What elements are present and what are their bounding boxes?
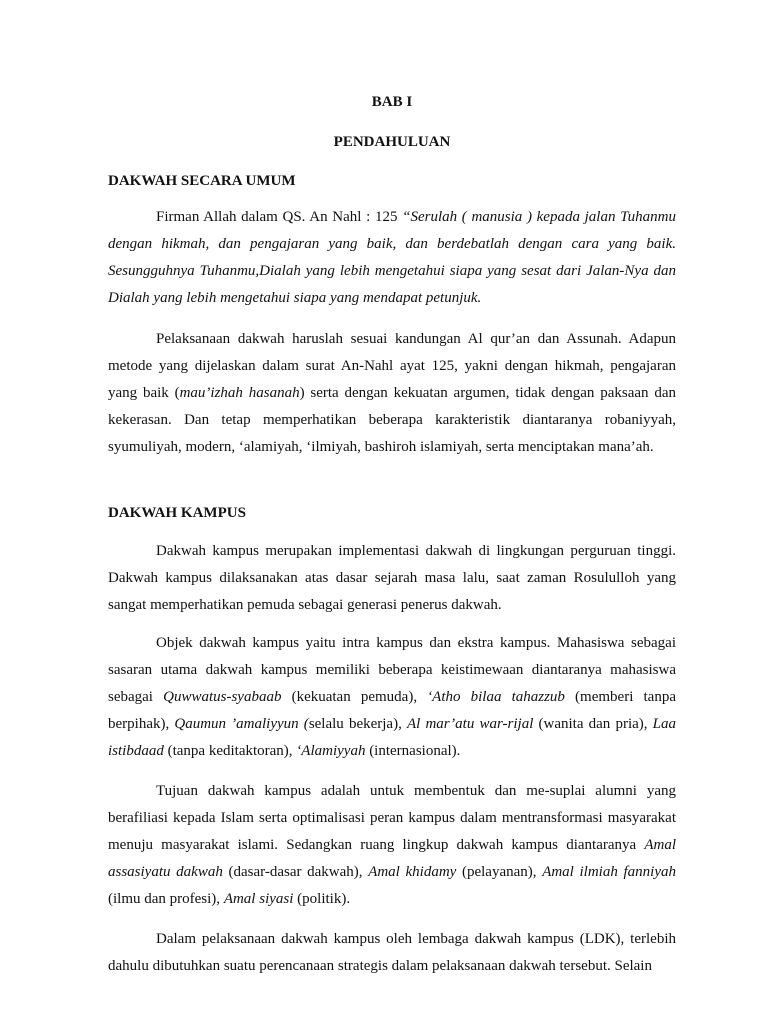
section-heading-dakwah-kampus: DAKWAH KAMPUS (108, 505, 246, 521)
italic-term: Qaumun ’amaliyyun ( (174, 716, 309, 732)
paragraph-text: (dasar-dasar dakwah), (222, 864, 369, 880)
paragraph-objek-dakwah (108, 630, 676, 765)
paragraph-text: (kekuatan pemuda), (281, 689, 428, 705)
quran-quote: “Serulah ( manusia ) kepada jalan Tuhanmu dengan hikmah, dan pengajaran yang baik, dan berdebatlah dengan cara yang baik. Sesungguhnya Tuhanmu,Dialah yang lebih mengetahui siapa yang sesat dari Jalan-Nya dan Dialah yang lebih mengetahui siapa yang mendapat petunjuk. (108, 209, 676, 306)
paragraph-text: Tujuan dakwah kampus adalah untuk membentuk dan me-suplai alumni yang berafiliasi kepada Islam serta optimalisasi peran kampus dalam mentransformasi masyarakat menuju masyarakat islami. Sedangkan ruang lingkup dakwah kampus diantaranya (108, 783, 676, 853)
paragraph-text: (wanita dan pria), (533, 716, 653, 732)
paragraph-dakwah-kampus (108, 538, 676, 619)
paragraph-text: (internasional). (365, 743, 461, 759)
paragraph-text: Dakwah kampus merupakan implementasi dakwah di lingkungan perguruan tinggi. Dakwah kampus dilaksanakan atas dasar sejarah masa lalu, saat zaman Rosululloh yang sangat memperhatikan pemuda sebagai generasi penerus dakwah. (108, 543, 676, 613)
paragraph-text: (tanpa keditaktoran), (163, 743, 297, 759)
section-heading-dakwah-umum: DAKWAH SECARA UMUM (108, 173, 296, 189)
paragraph-pelaksanaan (108, 326, 676, 461)
italic-term: mau’izhah hasanah (179, 385, 300, 401)
paragraph-text: selalu bekerja), (308, 716, 407, 732)
italic-term: Amal ilmiah fanniyah (542, 864, 676, 880)
paragraph-tujuan-dakwah (108, 778, 676, 913)
paragraph-text: (pelayanan), (456, 864, 543, 880)
italic-term: Amal khidamy (368, 864, 457, 880)
italic-term: Quwwatus-syabaab (163, 689, 282, 705)
paragraph-pelaksanaan-ldk (108, 926, 676, 980)
paragraph-text: Objek dakwah kampus yaitu intra kampus dan ekstra kampus. Mahasiswa sebagai sasaran utama dakwah kampus memiliki beberapa keistimewaan diantaranya mahasiswa sebagai (108, 635, 676, 705)
italic-term: Amal assasiyatu dakwah (108, 837, 676, 880)
chapter-number: BAB I (371, 94, 413, 110)
italic-term: ‘Alamiyyah (296, 743, 366, 759)
italic-term: ‘Atho bilaa tahazzub (427, 689, 565, 705)
paragraph-text: (ilmu dan profesi), (108, 891, 224, 907)
italic-term: Laa istibdaad (108, 716, 676, 759)
paragraph-text: Pelaksanaan dakwah haruslah sesuai kandungan Al qur’an dan Assunah. Adapun metode yang dijelaskan dalam surat An-Nahl ayat 125, yakni dengan hikmah, pengajaran yang baik ( (108, 331, 676, 401)
paragraph-text: Firman Allah dalam QS. An Nahl : 125 (156, 209, 403, 225)
italic-term: Al mar’atu war-rijal (406, 716, 534, 732)
paragraph-text: (memberi tanpa berpihak), (108, 689, 676, 732)
paragraph-text: (politik). (293, 891, 351, 907)
paragraph-text: Dalam pelaksanaan dakwah kampus oleh lembaga dakwah kampus (LDK), terlebih dahulu dibutuhkan suatu perencanaan strategis dalam pelaksanaan dakwah tersebut. Selain (108, 931, 676, 974)
paragraph-text: ) serta dengan kekuatan argumen, tidak dengan paksaan dan kekerasan. Dan tetap memperhatikan beberapa karakteristik diantaranya robaniyyah, syumuliyah, modern, ‘alamiyah, ‘ilmiyah, bashiroh islamiyah, serta menciptakan mana’ah. (108, 385, 677, 455)
italic-term: Amal siyasi (223, 891, 294, 907)
chapter-title: PENDAHULUAN (333, 134, 451, 150)
paragraph-firman-allah (108, 204, 676, 312)
